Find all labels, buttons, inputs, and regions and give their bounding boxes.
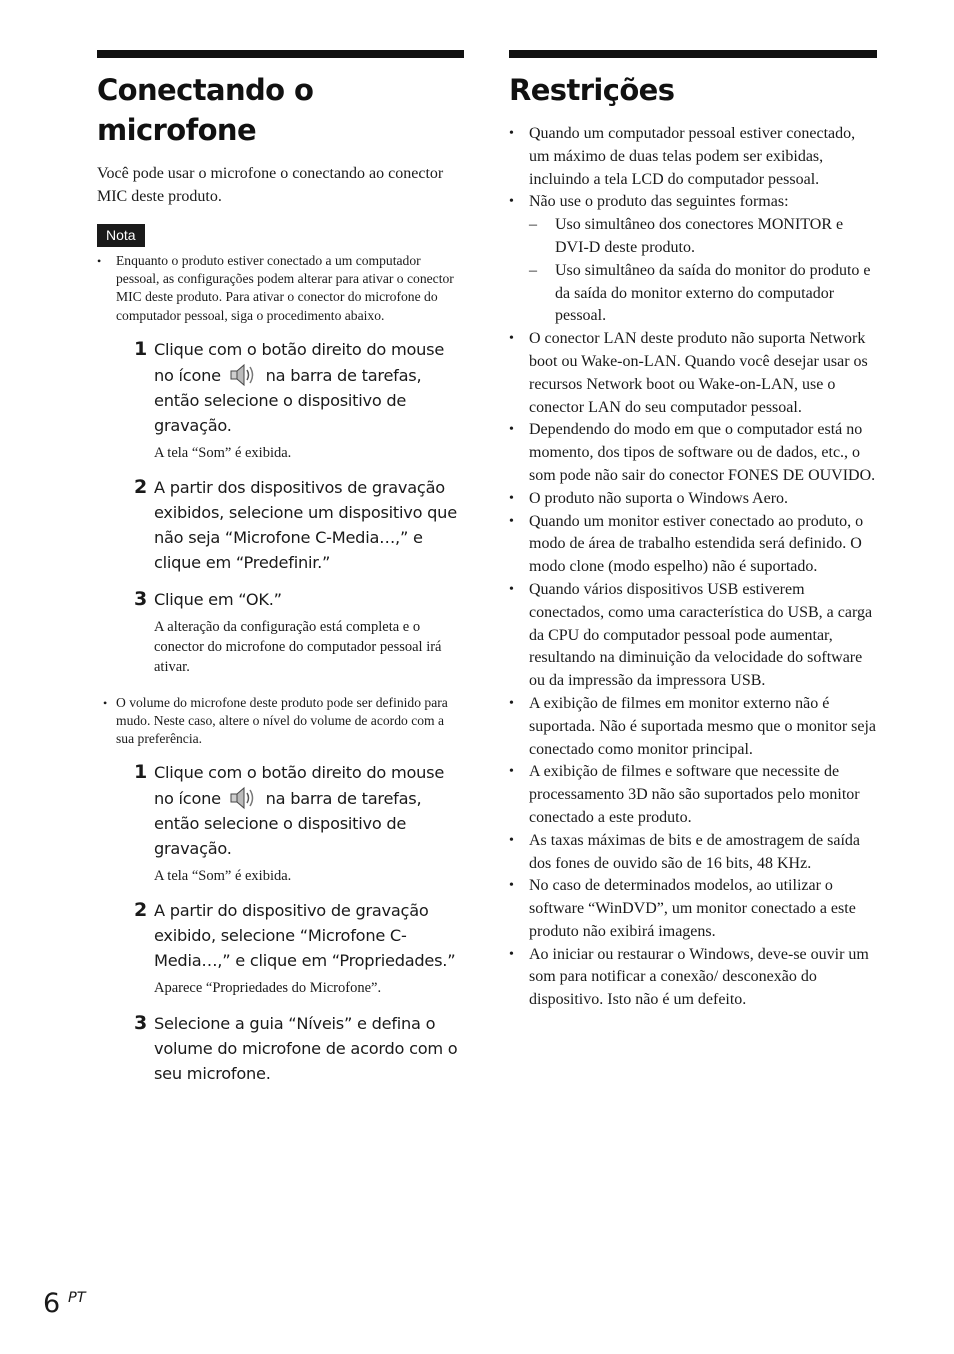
page-language: PT bbox=[68, 1290, 86, 1306]
speaker-icon bbox=[228, 785, 258, 811]
restriction-item: • O conector LAN deste produto não suporta Network boot ou Wake-on-LAN. Quando você desejar usar os recursos Network boot ou Wake-on-LAN, use o conector LAN do seu computador pessoal. bbox=[509, 328, 877, 419]
restrictions-list bbox=[509, 123, 877, 1012]
step-number: 3 bbox=[134, 1011, 148, 1034]
restriction-item: • O produto não suporta o Windows Aero. bbox=[509, 488, 877, 511]
restriction-subitem: – Uso simultâneo dos conectores MONITOR e DVI-D deste produto. bbox=[529, 214, 877, 260]
restriction-item: • Quando um monitor estiver conectado ao produto, o modo de área de trabalho estendida será definido. O modo clone (modo espelho) não é suportado. bbox=[509, 511, 877, 579]
restriction-item: • No caso de determinados modelos, ao utilizar o software “WinDVD”, um monitor conectado a este produto não exibirá imagens. bbox=[509, 875, 877, 943]
step-number: 1 bbox=[134, 761, 148, 784]
right-column bbox=[509, 50, 877, 1012]
note-badge: Nota bbox=[97, 224, 145, 247]
page-number: 6 bbox=[43, 1288, 61, 1319]
intro-text: Você pode usar o microfone o conectando ao conector MIC deste produto. bbox=[97, 165, 444, 205]
note-list bbox=[97, 694, 464, 749]
restriction-item: • Quando um computador pessoal estiver conectado, um máximo de duas telas podem ser exibidas, incluindo a tela LCD do computador pessoal. bbox=[509, 123, 877, 191]
section-title: Conectando o microfone bbox=[97, 73, 314, 147]
section-rule bbox=[97, 50, 464, 58]
restriction-item: • Quando vários dispositivos USB estiverem conectados, como uma característica do USB, a carga da CPU do computador pessoal pode aumentar, resultando na diminuição da velocidade do software ou da impressão da impressora USB. bbox=[509, 579, 877, 693]
note-item: • O volume do microfone deste produto pode ser definido para mudo. Neste caso, altere o nível do volume de acordo com a sua preferência. bbox=[97, 694, 464, 749]
step-result: A tela “Som” é exibida. bbox=[154, 868, 292, 885]
restriction-item: • Não use o produto das seguintes formas: – Uso simultâneo dos conectores MONITOR e DVI-D deste produto. – Uso simultâneo da saída do monitor do produto e da saída do monitor externo do computador pessoal. bbox=[509, 191, 877, 328]
section-rule bbox=[509, 50, 877, 58]
section-title: Restrições bbox=[509, 73, 675, 107]
step-item bbox=[97, 760, 464, 886]
restriction-item: • A exibição de filmes em monitor externo não é suportada. Não é suportada mesmo que o monitor seja conectado como monitor principal. bbox=[509, 693, 877, 761]
step-text: Clique com o botão direito do mouse no ícone na barra de tarefas, então selecione o dispositivo de gravação. bbox=[154, 339, 445, 435]
step-text: A partir do dispositivo de gravação exibido, selecione “Microfone C-Media…,” e clique em “Propriedades.” bbox=[154, 901, 456, 971]
step-number: 2 bbox=[134, 476, 148, 499]
step-text: Selecione a guia “Níveis” e defina o volume do microfone de acordo com o seu microfone. bbox=[154, 1013, 458, 1083]
restriction-sublist bbox=[529, 214, 877, 328]
restriction-item: • Ao iniciar ou restaurar o Windows, deve-se ouvir um som para notificar a conexão/ desconexão do dispositivo. Isto não é um defeito. bbox=[509, 944, 877, 1012]
step-result: Aparece “Propriedades do Microfone”. bbox=[154, 980, 382, 997]
step-text: A partir dos dispositivos de gravação exibidos, selecione um dispositivo que não seja “Microfone C-Media…,” e clique em “Predefinir.” bbox=[154, 478, 457, 573]
step-item bbox=[97, 898, 464, 998]
step-item bbox=[97, 475, 464, 575]
steps-list bbox=[97, 760, 464, 1085]
step-result: A tela “Som” é exibida. bbox=[154, 444, 292, 461]
step-text: Clique com o botão direito do mouse no ícone na barra de tarefas, então selecione o dispositivo de gravação. bbox=[154, 763, 445, 859]
speaker-icon bbox=[228, 362, 258, 388]
step-number: 2 bbox=[134, 899, 148, 922]
restriction-subitem: – Uso simultâneo da saída do monitor do produto e da saída do monitor externo do computador pessoal. bbox=[529, 260, 877, 328]
step-result: A alteração da configuração está completa e o conector do microfone do computador pessoal irá ativar. bbox=[154, 619, 442, 676]
restriction-item: • As taxas máximas de bits e de amostragem de saída dos fones de ouvido são de 16 bits, 48 KHz. bbox=[509, 830, 877, 876]
left-column bbox=[97, 50, 464, 1098]
step-text: Clique em “OK.” bbox=[154, 590, 282, 610]
step-number: 3 bbox=[134, 588, 148, 611]
step-number: 1 bbox=[134, 337, 148, 360]
note-list bbox=[97, 252, 464, 325]
restriction-item: • Dependendo do modo em que o computador está no momento, dos tipos de software ou de dados, etc., o som pode não sair do conector FONES DE OUVIDO. bbox=[509, 419, 877, 487]
restriction-item: • A exibição de filmes e software que necessite de processamento 3D não são suportados pelo monitor conectado a este produto. bbox=[509, 761, 877, 829]
steps-list bbox=[97, 337, 464, 678]
step-item bbox=[97, 1011, 464, 1086]
note-item: • Enquanto o produto estiver conectado a um computador pessoal, as configurações podem alterar para ativar o conector MIC deste produto. Para ativar o conector do microfone do computador pessoal, siga o procedimento abaixo. bbox=[97, 252, 464, 325]
step-item bbox=[97, 337, 464, 463]
step-item bbox=[97, 587, 464, 678]
